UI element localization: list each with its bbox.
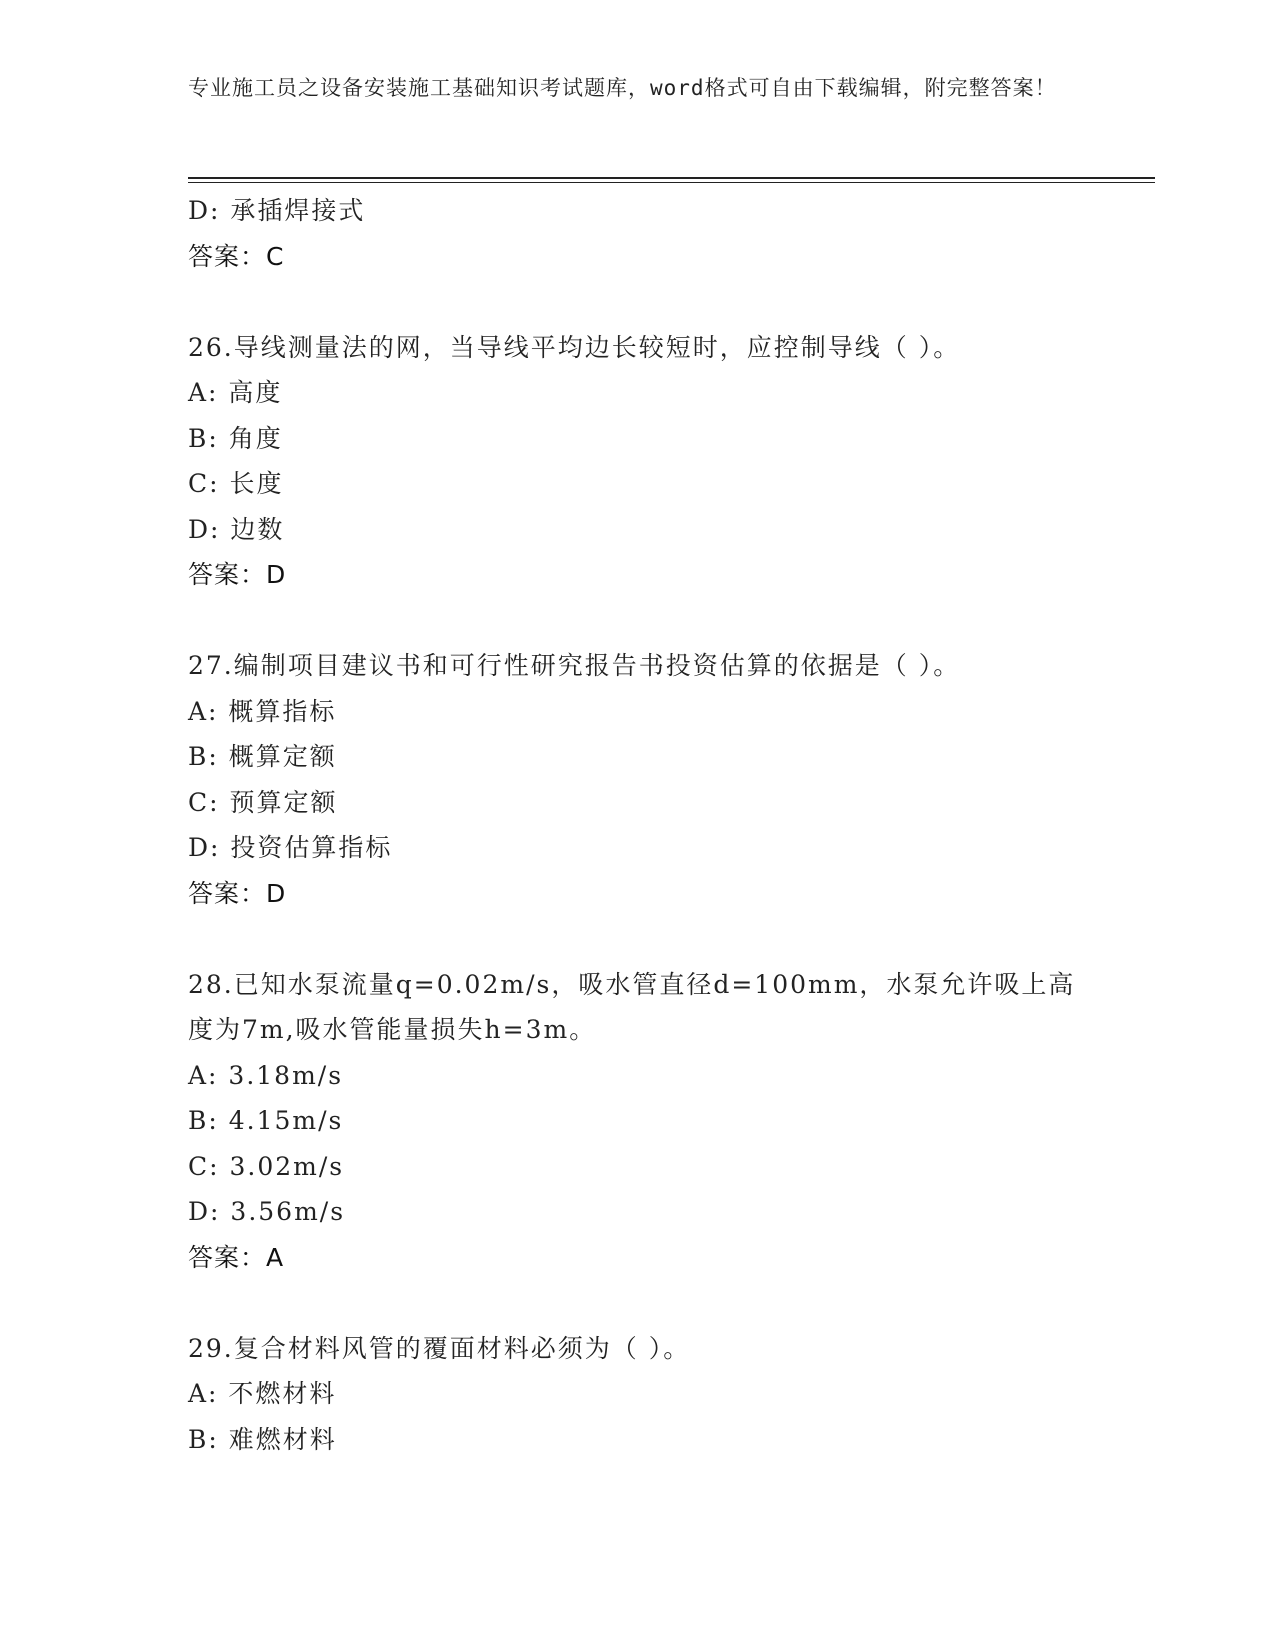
document-header: 专业施工员之设备安装施工基础知识考试题库，word格式可自由下载编辑，附完整答案！ (188, 76, 1057, 100)
header-divider-thin (188, 182, 1155, 183)
answer-line: 答案：A (188, 1242, 285, 1272)
question-content (188, 188, 1088, 1462)
option-d: D: 承插焊接式 (188, 196, 366, 225)
option-b: B: 4.15m/s (188, 1106, 344, 1135)
question-stem: 28.已知水泵流量q=0.02m/s，吸水管直径d=100mm，水泵允许吸上高度为7m,吸水管能量损失h=3m。 (188, 969, 1076, 1044)
option-a: A: 不燃材料 (188, 1379, 337, 1408)
option-c: C: 3.02m/s (188, 1151, 345, 1181)
option-c: C: 预算定额 (188, 787, 338, 817)
option-b: B: 难燃材料 (188, 1424, 337, 1454)
header-divider-thick (188, 177, 1155, 179)
option-d: D: 投资估算指标 (188, 833, 393, 862)
option-a: A: 3.18m/s (188, 1060, 344, 1090)
option-a: A: 概算指标 (188, 696, 337, 726)
question-stem: 26.导线测量法的网，当导线平均边长较短时，应控制导线（ ）。 (188, 332, 961, 362)
option-b: B: 角度 (188, 423, 283, 453)
answer-line: 答案：C (188, 241, 285, 271)
option-c: C: 长度 (188, 469, 284, 498)
option-d: D: 边数 (188, 514, 285, 544)
answer-line: 答案：D (188, 878, 287, 908)
answer-line: 答案：D (188, 560, 287, 589)
question-stem: 27.编制项目建议书和可行性研究报告书投资估算的依据是（ ）。 (188, 651, 961, 680)
option-a: A: 高度 (188, 378, 283, 407)
option-b: B: 概算定额 (188, 742, 337, 771)
option-d: D: 3.56m/s (188, 1197, 346, 1226)
question-stem: 29.复合材料风管的覆面材料必须为（ ）。 (188, 1333, 691, 1363)
